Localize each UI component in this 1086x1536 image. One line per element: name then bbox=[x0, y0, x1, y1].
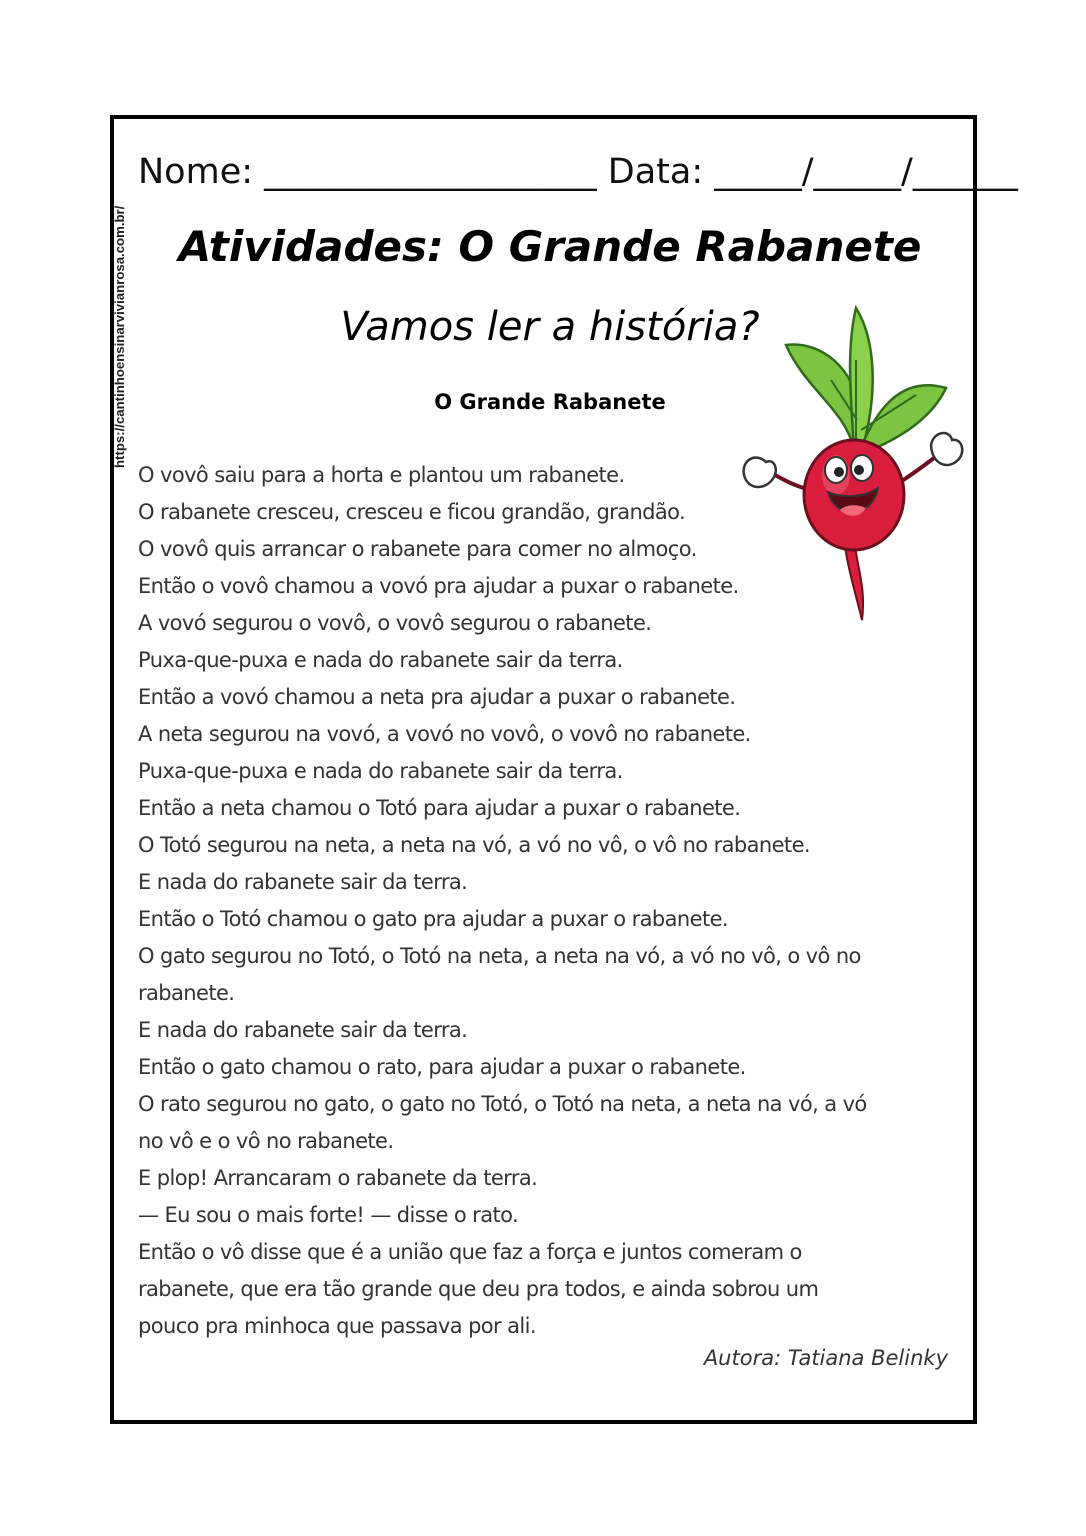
story-title: O Grande Rabanete bbox=[434, 390, 666, 414]
story-line: Puxa-que-puxa e nada do rabanete sair da terra. bbox=[138, 759, 623, 783]
story-line: rabanete, que era tão grande que deu pra todos, e ainda sobrou um bbox=[138, 1277, 819, 1301]
story-line: Puxa-que-puxa e nada do rabanete sair da terra. bbox=[138, 648, 623, 672]
story-line: E plop! Arrancaram o rabanete da terra. bbox=[138, 1166, 538, 1190]
story-line: O rabanete cresceu, cresceu e ficou grandão, grandão. bbox=[138, 500, 686, 524]
story-line: Então a neta chamou o Totó para ajudar a puxar o rabanete. bbox=[138, 796, 741, 820]
story-line: E nada do rabanete sair da terra. bbox=[138, 870, 468, 894]
story-line: pouco pra minhoca que passava por ali. bbox=[138, 1314, 536, 1338]
story-line: O Totó segurou na neta, a neta na vó, a vó no vô, o vô no rabanete. bbox=[138, 833, 810, 857]
story-line: O gato segurou no Totó, o Totó na neta, a neta na vó, a vó no vô, o vô no bbox=[138, 944, 861, 968]
story-line: Então a vovó chamou a neta pra ajudar a puxar o rabanete. bbox=[138, 685, 736, 709]
story-line: rabanete. bbox=[138, 981, 235, 1005]
story-line: Então o gato chamou o rato, para ajudar a puxar o rabanete. bbox=[138, 1055, 746, 1079]
story-line: O vovô saiu para a horta e plantou um rabanete. bbox=[138, 463, 625, 487]
story-line: Então o Totó chamou o gato pra ajudar a puxar o rabanete. bbox=[138, 907, 728, 931]
radish-cartoon-icon bbox=[736, 300, 966, 630]
story-line: A neta segurou na vovó, a vovó no vovô, o vovô no rabanete. bbox=[138, 722, 751, 746]
page-title: Atividades: O Grande Rabanete bbox=[178, 222, 922, 271]
story-line: Então o vô disse que é a união que faz a força e juntos comeram o bbox=[138, 1240, 802, 1264]
side-url bbox=[108, 120, 130, 470]
story-line: A vovó segurou o vovô, o vovô segurou o rabanete. bbox=[138, 611, 652, 635]
page-subtitle: Vamos ler a história? bbox=[340, 304, 760, 350]
side-url-text: https://cantinhoensinarvivianrosa.com.br/ bbox=[112, 205, 127, 468]
story-line: Então o vovô chamou a vovó pra ajudar a puxar o rabanete. bbox=[138, 574, 739, 598]
story-line: E nada do rabanete sair da terra. bbox=[138, 1018, 468, 1042]
story-line: no vô e o vô no rabanete. bbox=[138, 1129, 394, 1153]
story-line: O vovô quis arrancar o rabanete para comer no almoço. bbox=[138, 537, 697, 561]
story-line: — Eu sou o mais forte! — disse o rato. bbox=[138, 1203, 519, 1227]
name-date-line: Nome: ___________________ Data: _____/_____/______ bbox=[138, 152, 1018, 192]
story-line: O rato segurou no gato, o gato no Totó, o Totó na neta, a neta na vó, a vó bbox=[138, 1092, 867, 1116]
author-credit: Autora: Tatiana Belinky bbox=[703, 1346, 948, 1370]
